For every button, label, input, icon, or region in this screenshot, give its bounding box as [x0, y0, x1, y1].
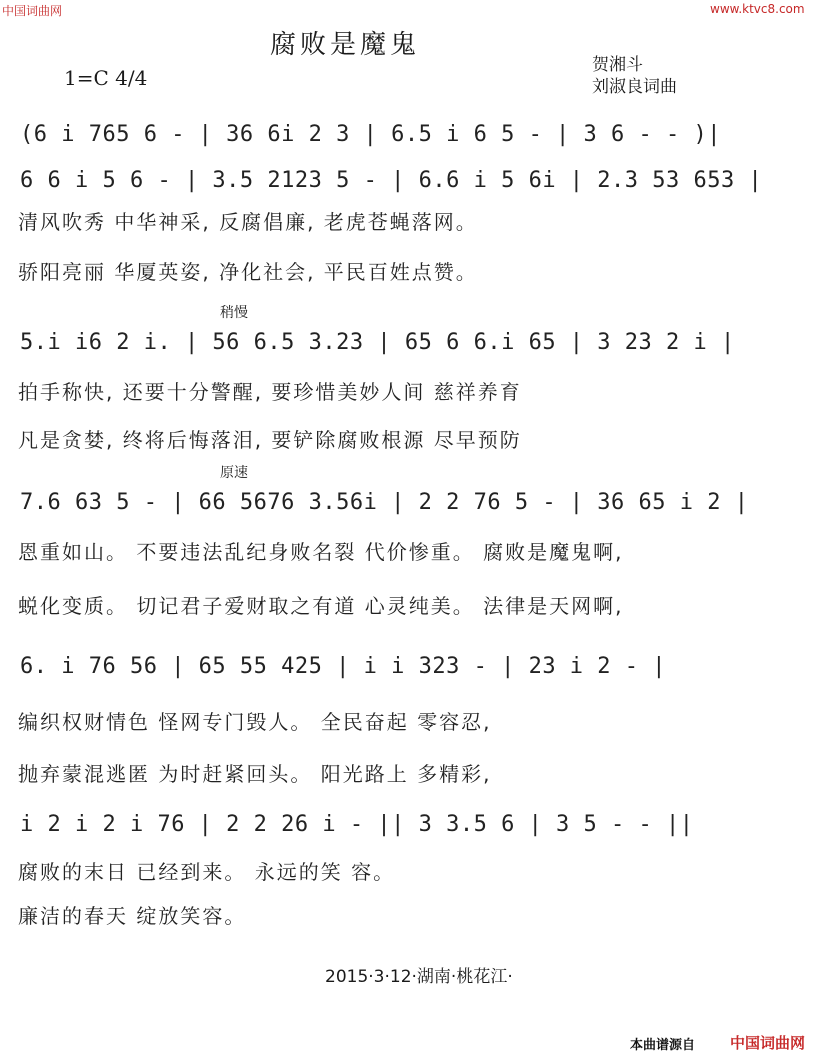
lyric-row-2-verse-2: 骄阳亮丽 华厦英姿, 净化社会, 平民百姓点赞。: [18, 260, 478, 284]
lyric-row-6-verse-1: 腐败的末日 已经到来。 永远的笑 容。: [18, 860, 396, 884]
watermark-top-right: www.ktvc8.com: [710, 2, 805, 16]
tempo-mark-slow: 稍慢: [220, 305, 248, 321]
date-signature: 2015·3·12·湖南·桃花江·: [325, 967, 513, 987]
lyric-row-5-verse-2: 抛弃蒙混逃匿 为时赶紧回头。 阳光路上 多精彩,: [18, 762, 492, 786]
credit-line-2: 刘淑良词曲: [592, 77, 677, 97]
notation-row-4: 7.6 63 5 - | 66 5676 3.56i | 2 2 76 5 - | 36 65 i 2 |: [20, 490, 749, 515]
key-signature: 1=C 4/4: [64, 66, 148, 90]
page-title: 腐败是魔鬼: [270, 30, 421, 60]
lyric-row-3-verse-1: 拍手称快, 还要十分警醒, 要珍惜美妙人间 慈祥养育: [18, 380, 522, 404]
tempo-mark-original: 原速: [220, 465, 248, 481]
watermark-top-left: 中国词曲网: [2, 4, 63, 18]
notation-row-6: i 2 i 2 i 76 | 2 2 26 i - || 3 3.5 6 | 3 5 - - ||: [20, 812, 694, 837]
lyric-row-5-verse-1: 编织权财情色 怪网专门毁人。 全民奋起 零容忍,: [18, 710, 492, 734]
lyric-row-4-verse-2: 蜕化变质。 切记君子爱财取之有道 心灵纯美。 法律是天网啊,: [18, 594, 624, 618]
notation-row-1: (6 i 765 6 - | 36 6i 2 3 | 6.5 i 6 5 - | 3 6 - - )|: [20, 122, 722, 147]
footer-site-link[interactable]: 中国词曲网: [730, 1034, 806, 1052]
lyric-row-4-verse-1: 恩重如山。 不要违法乱纪身败名裂 代价惨重。 腐败是魔鬼啊,: [18, 540, 624, 564]
notation-row-2: 6 6 i 5 6 - | 3.5 2123 5 - | 6.6 i 5 6i | 2.3 53 653 |: [20, 168, 763, 193]
lyric-row-6-verse-2: 廉洁的春天 绽放笑容。: [18, 904, 247, 928]
lyric-row-3-verse-2: 凡是贪婪, 终将后悔落泪, 要铲除腐败根源 尽早预防: [18, 428, 522, 452]
credit-line-1: 贺湘斗: [592, 55, 643, 75]
footer-source-label: 本曲谱源自: [630, 1038, 696, 1053]
notation-row-3: 5.i i6 2 i. | 56 6.5 3.23 | 65 6 6.i 65 | 3 23 2 i |: [20, 330, 735, 355]
lyric-row-2-verse-1: 清风吹秀 中华神采, 反腐倡廉, 老虎苍蝇落网。: [18, 210, 478, 234]
notation-row-5: 6. i 76 56 | 65 55 425 | i i 323 - | 23 i 2 - |: [20, 654, 667, 679]
